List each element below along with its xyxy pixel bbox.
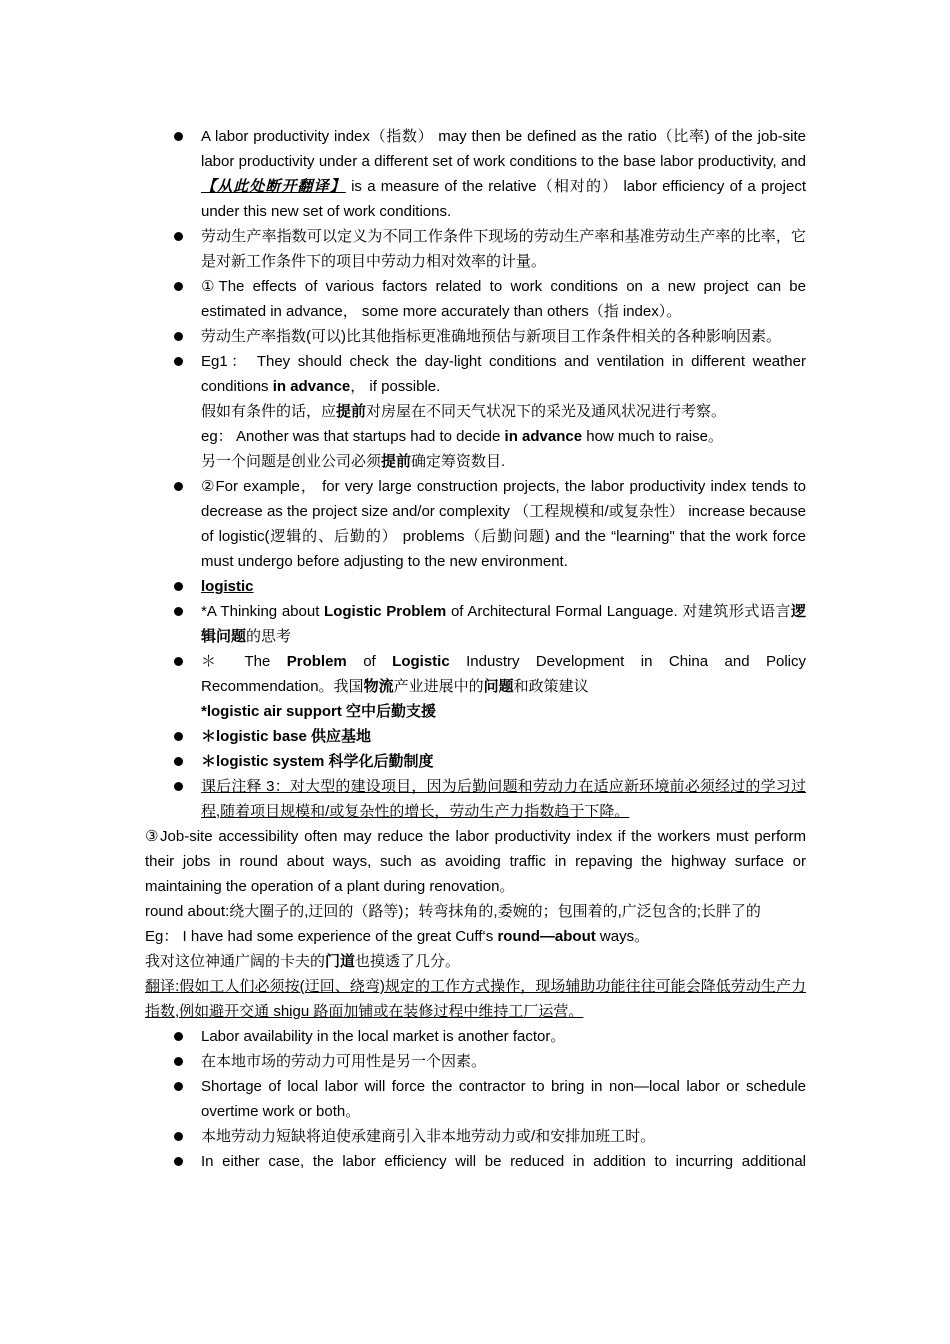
document-body	[145, 124, 806, 1174]
bullet-icon	[174, 1057, 183, 1066]
bullet-item: 劳动生产率指数可以定义为不同工作条件下现场的劳动生产率和基准劳动生产率的比率，它是对新工作条件下的项目中劳动力相对效率的计量。	[145, 224, 806, 274]
bullet-item: Labor availability in the local market is another factor。	[145, 1024, 806, 1049]
example-sentence: eg： Another was that startups had to decide in advance how much to raise。	[201, 428, 723, 445]
bullet-icon	[174, 582, 183, 591]
bullet-item: ＊logistic base 供应基地	[145, 724, 806, 749]
bullet-icon	[174, 607, 183, 616]
bullet-item: 课后注释 3：对大型的建设项目，因为后勤问题和劳动力在适应新环境前必须经过的学习过程,随着项目规模和/或复杂性的增长，劳动生产力指数趋于下降。	[145, 774, 806, 824]
term-line: *logistic air support 空中后勤支援	[201, 703, 437, 720]
bullet-icon	[174, 1032, 183, 1041]
bullet-icon	[174, 282, 183, 291]
bullet-icon	[174, 357, 183, 366]
bullet-icon	[174, 1132, 183, 1141]
bullet-icon	[174, 757, 183, 766]
bullet-item: logistic	[145, 574, 806, 599]
bullet-icon	[174, 232, 183, 241]
bullet-icon	[174, 482, 183, 491]
bullet-item: 本地劳动力短缺将迫使承建商引入非本地劳动力或/和安排加班工时。	[145, 1124, 806, 1149]
bullet-item: 劳动生产率指数(可以)比其他指标更准确地预估与新项目工作条件相关的各种影响因素。	[145, 324, 806, 349]
bullet-icon	[174, 657, 183, 666]
example-translation: 另一个问题是创业公司必须提前确定筹资数目.	[201, 453, 506, 470]
bullet-icon	[174, 132, 183, 141]
translation-paragraph: 翻译:假如工人们必须按(迂回、绕弯)规定的工作方式操作，现场辅助功能往往可能会降低劳动生产力指数,例如避开交通 shigu 路面加铺或在装修过程中维持工厂运营。	[145, 978, 806, 1020]
example-translation: 假如有条件的话，应提前对房屋在不同天气状况下的采光及通风状况进行考察。	[201, 403, 727, 420]
bullet-item: *A Thinking about Logistic Problem of Architectural Formal Language. 对建筑形式语言逻辑问题的思考	[145, 599, 806, 649]
bullet-item: A labor productivity index（指数） may then be defined as the ratio（比率) of the job-site labor productivity under a different set of work conditions to the base labor productivity, and 【从此处断开翻译】 is a measure of the relative（相对的） labor efficiency of a project under this new set of work conditions.	[145, 124, 806, 224]
bullet-icon	[174, 1082, 183, 1091]
bullet-item: ＊logistic system 科学化后勤制度	[145, 749, 806, 774]
example-sentence: Eg： I have had some experience of the great Cuff‘s round—about ways。	[145, 928, 650, 945]
paragraph: ③Job-site accessibility often may reduce the labor productivity index if the workers must perform their jobs in round about ways, such as avoiding traffic in repaving the highway surface or maintaining the operation of a plant during renovation。	[145, 828, 806, 895]
bullet-item: In either case, the labor efficiency will be reduced in addition to incurring additional	[145, 1149, 806, 1174]
paragraph: round about:绕大圈子的,迂回的（路等)；转弯抹角的,委婉的；包围着的,广泛包含的;长胖了的	[145, 903, 761, 920]
bullet-item: ①The effects of various factors related to work conditions on a new project can be estimated in advance， some more accurately than others（指 index）。	[145, 274, 806, 324]
bullet-item: 在本地市场的劳动力可用性是另一个因素。	[145, 1049, 806, 1074]
bullet-icon	[174, 732, 183, 741]
example-translation: 我对这位神通广阔的卡夫的门道也摸透了几分。	[145, 953, 461, 970]
bullet-item: ＊ The Problem of Logistic Industry Development in China and Policy Recommendation。我国物流产业进展中的问题和政策建议	[145, 649, 806, 699]
bullet-item: Eg1： They should check the day-light conditions and ventilation in different weather conditions in advance， if possible.	[145, 349, 806, 399]
bullet-icon	[174, 332, 183, 341]
bullet-item: ②For example， for very large construction projects, the labor productivity index tends to decrease as the project size and/or complexity （工程规模和/或复杂性） increase because of logistic(逻辑的、后勤的） problems（后勤问题) and the “learning" that the work force must undergo before adjusting to the new environment.	[145, 474, 806, 574]
bullet-item: Shortage of local labor will force the contractor to bring in non—local labor or schedule overtime work or both。	[145, 1074, 806, 1124]
bullet-icon	[174, 782, 183, 791]
bullet-icon	[174, 1157, 183, 1166]
